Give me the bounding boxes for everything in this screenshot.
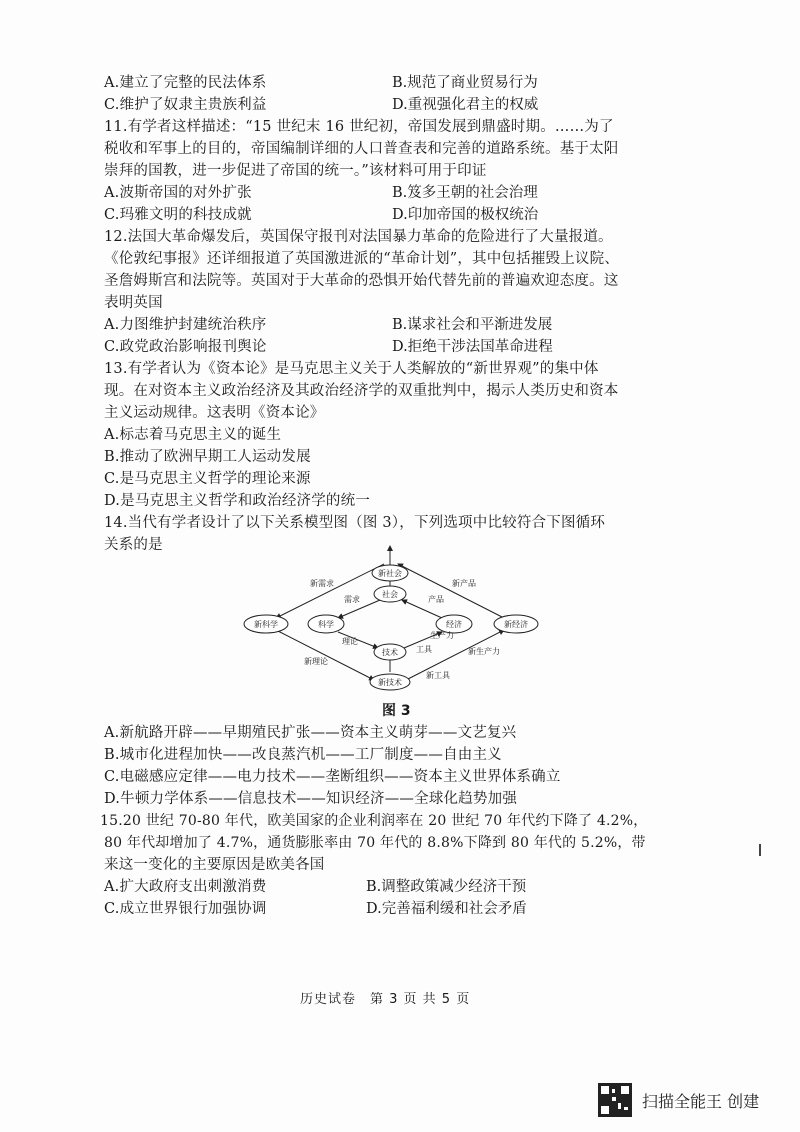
label-tool: 工具 xyxy=(416,645,432,654)
q11-option-b: B.笈多王朝的社会治理 xyxy=(392,185,538,201)
q15-option-b: B.调整政策减少经济干预 xyxy=(366,879,527,895)
q13-option-a: A.标志着马克思主义的诞生 xyxy=(104,427,282,443)
q13-option-d: D.是马克思主义哲学和政治经济学的统一 xyxy=(104,493,371,509)
node-new-economy xyxy=(494,615,538,633)
q12-option-a: A.力图维护封建统治秩序 xyxy=(104,317,267,333)
q12-stem-line-3: 圣詹姆斯宫和法院等。英国对于大革命的恐惧开始代替先前的普遍欢迎态度。这 xyxy=(104,273,619,289)
q12-option-c: C.政党政治影响报刊舆论 xyxy=(104,339,267,355)
q14-option-a: A.新航路开辟——早期殖民扩张——资本主义萌芽——文艺复兴 xyxy=(104,725,517,741)
label-product: 产品 xyxy=(428,595,444,604)
node-new-technology-label: 新技术 xyxy=(378,678,402,687)
label-new-product: 新产品 xyxy=(452,579,476,588)
label-new-demand: 新需求 xyxy=(310,579,334,588)
edge-new-economy-to-new-society xyxy=(398,564,504,618)
scanner-watermark xyxy=(598,1083,759,1117)
qr-code-icon xyxy=(598,1083,632,1117)
node-new-society-label: 新社会 xyxy=(378,569,402,578)
edge-new-science-to-new-technology xyxy=(276,630,374,680)
q12-stem-line-4: 表明英国 xyxy=(104,295,163,311)
q11-stem-line-3: 崇拜的国教，进一步促进了帝国的统一。”该材料可用于印证 xyxy=(104,163,487,179)
q12-option-b: B.谋求社会和平渐进发展 xyxy=(392,317,553,333)
node-technology xyxy=(374,644,406,660)
q10-option-a: A.建立了完整的民法体系 xyxy=(104,75,267,91)
q11-stem-line-2: 税收和军事上的目的，帝国编制详细的人口普查表和完善的道路系统。基于太阳 xyxy=(104,141,619,157)
q10-option-c: C.维护了奴隶主贵族利益 xyxy=(104,97,267,113)
node-new-technology xyxy=(370,674,410,690)
label-new-theory: 新理论 xyxy=(304,657,328,666)
q12-stem-line-1: 12.法国大革命爆发后，英国保守报刊对法国暴力革命的危险进行了大量报道。 xyxy=(104,229,613,245)
q15-stem-line-3: 来这一变化的主要原因是欧美各国 xyxy=(104,857,325,873)
q15-stem-line-1: 15.20 世纪 70-80 年代，欧美国家的企业利润率在 20 世纪 70 年代约下降了 4.2%， xyxy=(100,813,648,829)
label-demand: 需求 xyxy=(344,595,360,604)
node-new-society xyxy=(372,565,408,581)
q14-option-c: C.电磁感应定律——电力技术——垄断组织——资本主义世界体系确立 xyxy=(104,769,561,785)
node-new-economy-label: 新经济 xyxy=(504,620,528,629)
q15-stem-line-2: 80 年代却增加了 4.7%，通货膨胀率由 70 年代的 8.8%下降到 80 年代的 5.2%，带 xyxy=(104,835,646,851)
label-theory: 理论 xyxy=(342,637,358,646)
q10-option-b: B.规范了商业贸易行为 xyxy=(392,75,538,91)
q15-option-d: D.完善福利缓和社会矛盾 xyxy=(366,901,527,917)
q11-option-c: C.玛雅文明的科技成就 xyxy=(104,207,252,223)
figure-caption: 图 3 xyxy=(382,703,411,719)
q13-stem-line-3: 主义运动规律。这表明《资本论》 xyxy=(104,405,325,421)
node-technology-label: 技术 xyxy=(382,648,398,657)
q14-option-b: B.城市化进程加快——改良蒸汽机——工厂制度——自由主义 xyxy=(104,747,502,763)
node-society-label: 社会 xyxy=(382,590,398,599)
q11-option-a: A.波斯帝国的对外扩张 xyxy=(104,185,252,201)
q11-stem-line-1: 11.有学者这样描述：“15 世纪末 16 世纪初，帝国发展到鼎盛时期。……为了 xyxy=(104,119,614,135)
scanner-label: 扫描全能王 创建 xyxy=(642,1091,760,1111)
node-society xyxy=(374,586,406,602)
relationship-model-diagram xyxy=(240,542,550,702)
q12-option-d: D.拒绝干涉法国革命进程 xyxy=(392,339,553,355)
q14-option-d: D.牛顿力学体系——信息技术——知识经济——全球化趋势加强 xyxy=(104,791,518,807)
q14-stem-line-2: 关系的是 xyxy=(104,537,163,553)
margin-mark xyxy=(759,844,761,856)
q12-stem-line-2: 《伦敦纪事报》还详细报道了英国激进派的“革命计划”，其中包括摧毁上议院、 xyxy=(104,251,620,267)
q14-stem-line-1: 14.当代有学者设计了以下关系模型图（图 3），下列选项中比较符合下图循环 xyxy=(104,515,606,531)
q15-option-a: A.扩大政府支出刺激消费 xyxy=(104,879,267,895)
node-science xyxy=(308,615,344,633)
page-footer: 历史试卷 第 3 页 共 5 页 xyxy=(300,992,471,1007)
node-new-science-label: 新科学 xyxy=(254,620,278,629)
q10-option-d: D.重视强化君主的权威 xyxy=(392,97,539,113)
label-productivity: 生产力 xyxy=(430,631,454,640)
q13-stem-line-1: 13.有学者认为《资本论》是马克思主义关于人类解放的“新世界观”的集中体 xyxy=(104,361,599,377)
edge-new-society-to-new-science xyxy=(276,564,384,618)
node-science-label: 科学 xyxy=(318,620,334,629)
q13-stem-line-2: 现。在对资本主义政治经济及其政治经济学的双重批判中，揭示人类历史和资本 xyxy=(104,383,619,399)
label-new-tool: 新工具 xyxy=(426,671,450,680)
q15-option-c: C.成立世界银行加强协调 xyxy=(104,901,267,917)
node-economy-label: 经济 xyxy=(446,620,462,629)
node-new-science xyxy=(244,615,288,633)
label-new-productivity: 新生产力 xyxy=(468,647,500,656)
q13-option-c: C.是马克思主义哲学的理论来源 xyxy=(104,471,311,487)
q11-option-d: D.印加帝国的极权统治 xyxy=(392,207,539,223)
q13-option-b: B.推动了欧洲早期工人运动发展 xyxy=(104,449,311,465)
